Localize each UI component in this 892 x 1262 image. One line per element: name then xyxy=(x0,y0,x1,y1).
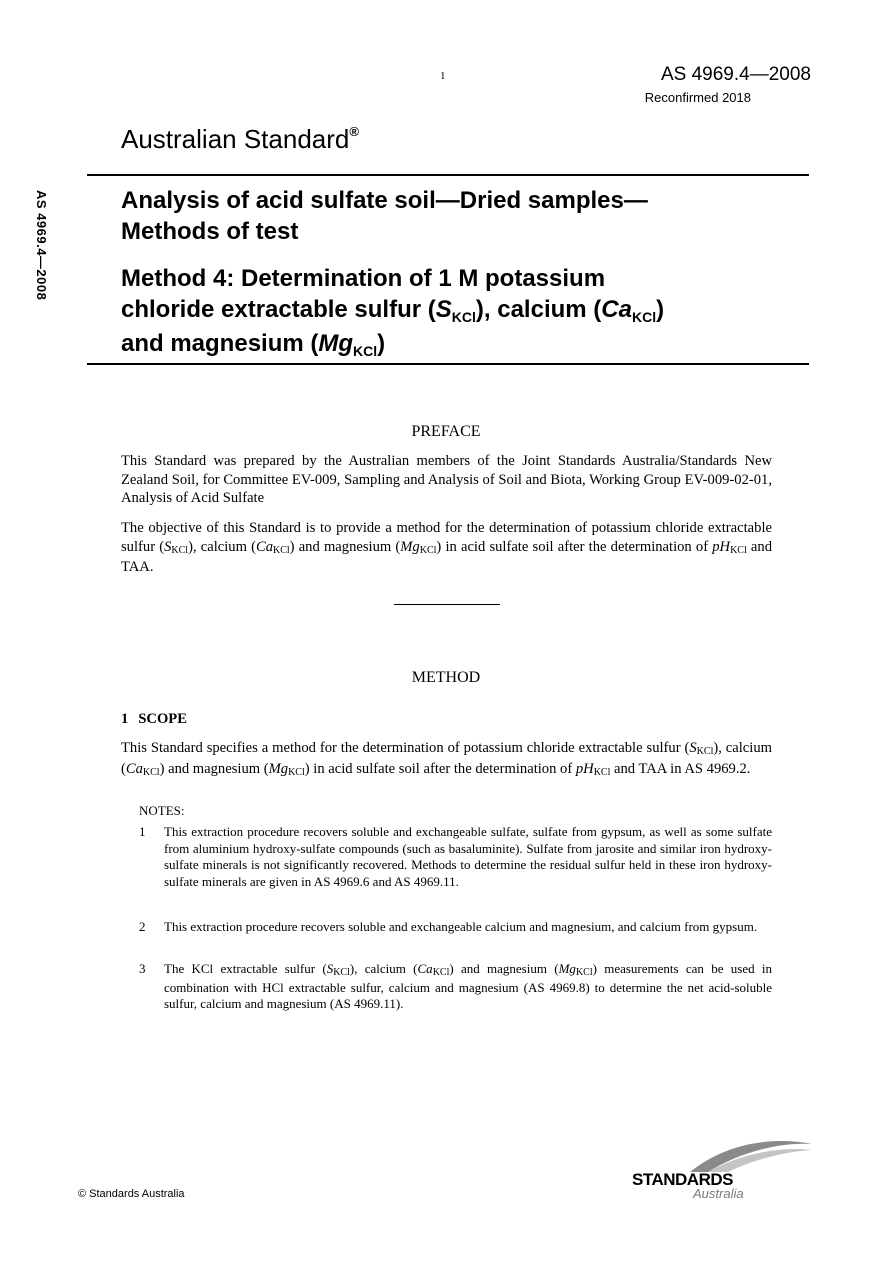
preface-paragraph-2 xyxy=(121,519,772,577)
copyright-notice: © Standards Australia xyxy=(78,1188,185,1200)
method-title-text: and magnesium ( xyxy=(121,330,319,357)
paragraph-text: ) in acid sulfate soil after the determination of xyxy=(304,760,576,777)
preface-heading: PREFACE xyxy=(411,423,481,440)
title-line-1: Analysis of acid sulfate soil—Dried samples— xyxy=(121,187,648,214)
note-text xyxy=(164,961,772,1013)
note-number: 1 xyxy=(139,824,146,839)
symbol-s: S xyxy=(326,961,334,976)
symbol-mg: Mg xyxy=(558,961,576,976)
note-number: 2 xyxy=(139,919,146,934)
title-line-2: Methods of test xyxy=(121,218,299,245)
symbol-mg: Mg xyxy=(400,538,420,555)
symbol-s: S xyxy=(435,296,452,323)
subscript-kcl: KCl xyxy=(273,544,290,556)
symbol-ca: Ca xyxy=(255,538,273,555)
symbol-s: S xyxy=(689,740,697,756)
symbol-ph: pH xyxy=(712,538,731,555)
method-title-line-1: Method 4: Determination of 1 M potassium xyxy=(121,265,606,292)
paragraph-text: ), calcium ( xyxy=(121,740,772,777)
note-text: This extraction procedure recovers soluble and exchangeable sulfate, sulfate from gypsum, as well as some sulfate from aluminium hydroxy-sulfate compounds (such as basaluminite). Sulfate from jarosite and similar iron hydroxy-sulfate minerals is not significantly recovered. Methods to determine the residual sulfur held in these iron hydroxy-sulfate minerals are given in AS 4969.6 and AS 4969.11. xyxy=(164,824,772,889)
method-title-text: ) xyxy=(656,296,665,323)
page-number: 1 xyxy=(440,70,446,82)
subscript-kcl: KCl xyxy=(696,746,714,757)
method-title-line-2 xyxy=(121,294,801,328)
registered-mark: ® xyxy=(349,124,359,140)
method-title-text: chloride extractable sulfur ( xyxy=(121,296,436,323)
paragraph-text: and TAA in AS 4969.2. xyxy=(610,760,751,777)
symbol-ca: Ca xyxy=(601,296,632,323)
publication-type xyxy=(121,124,359,155)
symbol-s: S xyxy=(164,538,172,555)
subscript-kcl: KCl xyxy=(432,967,450,978)
standard-number: AS 4969.4—2008 xyxy=(660,64,811,85)
paragraph-text: and TAA. xyxy=(121,538,772,575)
symbol-ca: Ca xyxy=(125,760,143,777)
subscript-kcl: KCl xyxy=(575,967,593,978)
subscript-kcl: KCl xyxy=(142,766,160,778)
note-text: This extraction procedure recovers soluble and exchangeable calcium and magnesium, and calcium from gypsum. xyxy=(164,919,758,934)
scope-number: 1 xyxy=(121,711,129,727)
note-item xyxy=(139,824,772,890)
spine-text: AS 4969.4—2008 xyxy=(34,190,49,301)
symbol-mg: Mg xyxy=(268,760,289,777)
scope-heading xyxy=(121,711,187,728)
standards-australia-logo xyxy=(630,1134,815,1204)
paragraph-text: The objective of this Standard is to provide a method for the determination of potassium chloride extractable sulfur ( xyxy=(121,520,772,555)
paragraph-text: ), calcium ( xyxy=(188,538,256,555)
title-rule-top xyxy=(87,174,809,176)
subscript-kcl: KCl xyxy=(631,309,657,325)
paragraph-text: The KCl extractable sulfur ( xyxy=(164,961,327,976)
symbol-mg: Mg xyxy=(318,330,354,357)
spine-label xyxy=(34,190,64,310)
note-number: 3 xyxy=(139,961,146,976)
subscript-kcl: KCl xyxy=(333,967,350,978)
method-title-text: ) xyxy=(377,330,386,357)
subscript-kcl: KCl xyxy=(451,309,476,325)
section-separator xyxy=(394,604,500,605)
method-heading: METHOD xyxy=(411,669,481,686)
subscript-kcl: KCl xyxy=(419,544,437,556)
paragraph-text: ) and magnesium ( xyxy=(449,961,559,976)
symbol-ph: pH xyxy=(575,760,594,777)
paragraph-text: ) measurements can be used in combination with HCl extractable sulfur, calcium and magnesium (AS 4969.8) to determine the net acid-soluble sulfur, calcium and magnesium (AS 4969.11). xyxy=(164,961,772,1011)
subscript-kcl: KCl xyxy=(730,544,747,556)
note-item xyxy=(139,961,772,1013)
note-item xyxy=(139,919,772,936)
logo-wordmark: STANDARDS xyxy=(632,1170,733,1189)
document-title xyxy=(121,185,801,247)
subscript-kcl: KCl xyxy=(171,544,189,556)
paragraph-text: ) in acid sulfate soil after the determination of xyxy=(436,538,713,555)
method-title-text: ), calcium ( xyxy=(475,296,602,323)
paragraph-text: ), calcium ( xyxy=(349,961,418,976)
subscript-kcl: KCl xyxy=(353,343,378,359)
paragraph-text: ) and magnesium ( xyxy=(289,538,401,555)
symbol-ca: Ca xyxy=(417,961,433,976)
notes-label: NOTES: xyxy=(139,803,185,818)
paragraph-text: ) and magnesium ( xyxy=(159,760,269,777)
preface-paragraph-1: This Standard was prepared by the Australian members of the Joint Standards Australia/Standards New Zealand Soil, for Committee EV-009, Sampling and Analysis of Soil and Biota, Working Group EV-009-02-01, Analysis of Acid Sulfate xyxy=(121,453,772,506)
method-title xyxy=(121,263,801,362)
reconfirmed-note: Reconfirmed 2018 xyxy=(644,90,751,105)
paragraph-text: This Standard specifies a method for the determination of potassium chloride extractable sulfur ( xyxy=(121,740,690,756)
scope-title: SCOPE xyxy=(138,711,187,727)
scope-paragraph xyxy=(121,739,772,780)
publication-type-label: Australian Standard xyxy=(121,124,350,154)
method-title-line-3 xyxy=(121,328,801,362)
title-rule-bottom xyxy=(87,363,809,365)
subscript-kcl: KCl xyxy=(593,766,611,778)
subscript-kcl: KCl xyxy=(288,766,305,778)
logo-swoosh-icon xyxy=(630,1134,815,1174)
logo-subtext: Australia xyxy=(693,1186,744,1201)
